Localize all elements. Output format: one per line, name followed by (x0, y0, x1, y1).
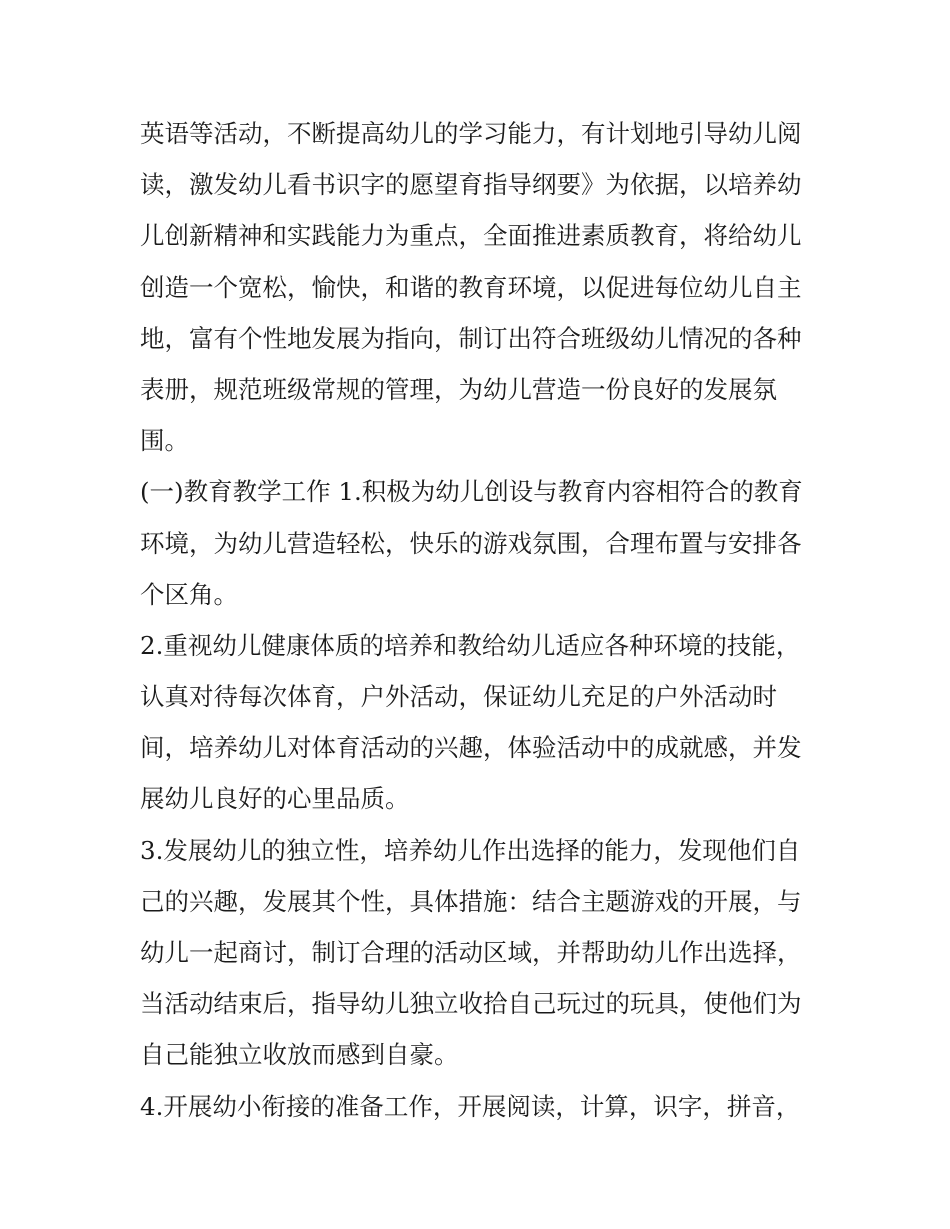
text-line: 3.发展幼儿的独立性，培养幼儿作出选择的能力，发现他们自 (140, 835, 801, 865)
text-line: 2.重视幼儿健康体质的培养和教给幼儿适应各种环境的技能， (140, 630, 801, 660)
text-line: 己的兴趣，发展其个性，具体措施：结合主题游戏的开展，与 (140, 886, 802, 916)
text-line: 儿创新精神和实践能力为重点，全面推进素质教育，将给幼儿 (140, 221, 802, 251)
text-line: 读，激发幼儿看书识字的愿望育指导纲要》为依据，以培养幼 (140, 170, 802, 200)
text-line: 围。 (140, 426, 189, 456)
text-line: 4.开展幼小衔接的准备工作，开展阅读，计算，识字，拼音， (140, 1091, 801, 1121)
paragraph-item-2 (140, 620, 820, 825)
text-line: 当活动结束后，指导幼儿独立收拾自己玩过的玩具，使他们为 (140, 989, 802, 1019)
body-text (140, 108, 820, 1132)
text-line: 创造一个宽松，愉快，和谐的教育环境，以促进每位幼儿自主 (140, 272, 802, 302)
text-line: 地，富有个性地发展为指向，制订出符合班级幼儿情况的各种 (140, 323, 802, 353)
paragraph-intro (140, 108, 820, 466)
text-line: 自己能独立收放而感到自豪。 (140, 1040, 459, 1070)
paragraph-item-4 (140, 1081, 820, 1132)
text-line: 英语等活动，不断提高幼儿的学习能力，有计划地引导幼儿阅 (140, 119, 802, 148)
text-line: 间，培养幼儿对体育活动的兴趣，体验活动中的成就感，并发 (140, 733, 802, 763)
paragraph-item-3 (140, 825, 820, 1081)
text-line: 认真对待每次体育，户外活动，保证幼儿充足的户外活动时 (140, 682, 777, 712)
text-line: 展幼儿良好的心里品质。 (140, 784, 410, 814)
paragraph-section-1 (140, 466, 820, 620)
text-line: 个区角。 (140, 579, 238, 609)
text-line: 表册，规范班级常规的管理，为幼儿营造一份良好的发展氛 (140, 374, 777, 404)
text-line: (一)教育教学工作 1.积极为幼儿创设与教育内容相符合的教育 (140, 477, 803, 507)
text-line: 幼儿一起商讨，制订合理的活动区域，并帮助幼儿作出选择， (140, 938, 802, 967)
text-line: 环境，为幼儿营造轻松，快乐的游戏氛围，合理布置与安排各 (140, 528, 802, 558)
